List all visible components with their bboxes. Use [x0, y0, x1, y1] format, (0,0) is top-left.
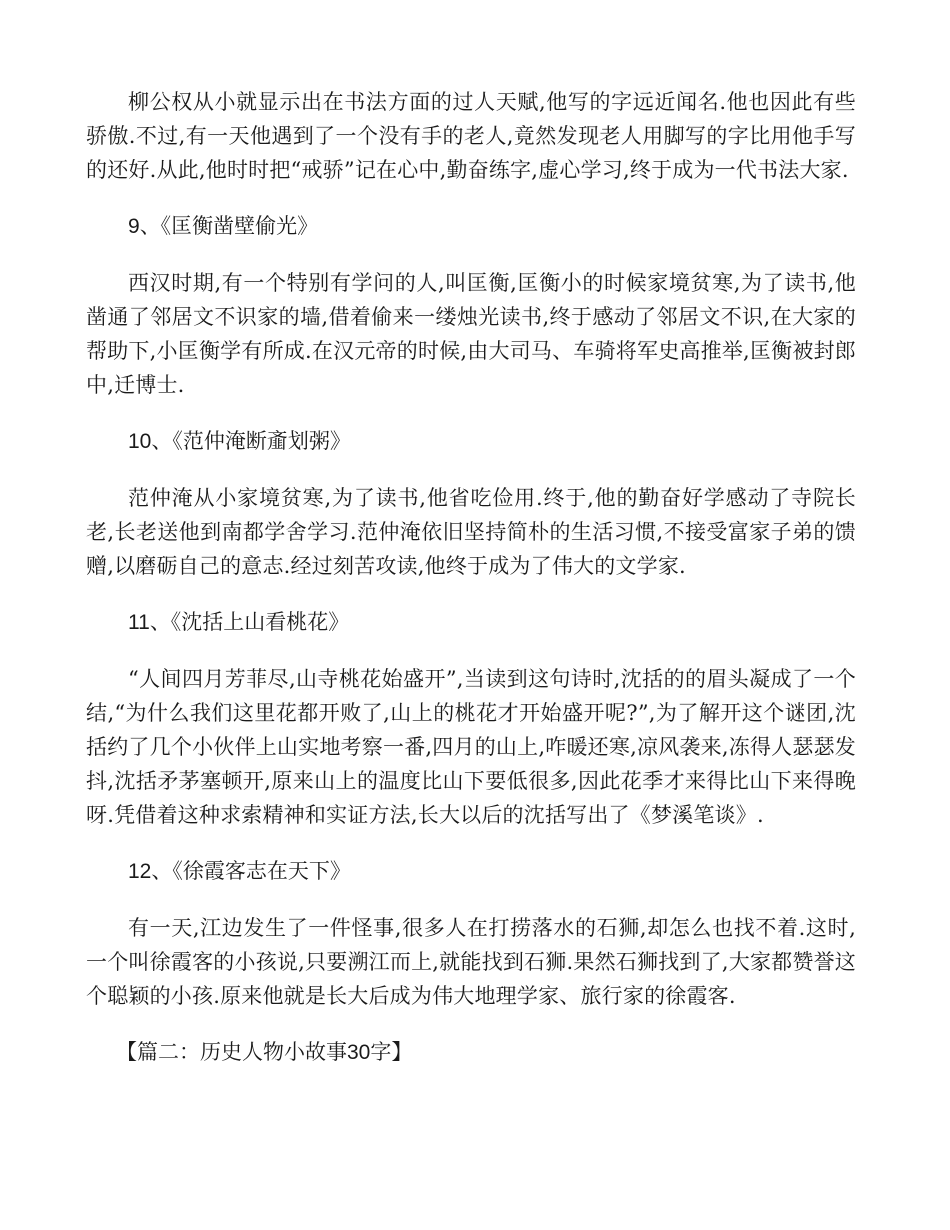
section-title-number: 30 [347, 1041, 371, 1064]
document-body [86, 85, 856, 1070]
story-heading-12 [86, 854, 856, 889]
story-fan-zhongyan-paragraph: 范仲淹从小家境贫寒,为了读书,他省吃俭用.终于,他的勤奋好学感动了寺院长老,长老送他到南都学舍学习.范仲淹依旧坚持简朴的生活习惯,不接受富家子弟的馈赠,以磨砺自己的意志.经过刻苦攻读,他终于成为了伟大的文学家. [86, 486, 856, 578]
section-title-close: 字】 [370, 1040, 413, 1064]
story-heading-10 [86, 424, 856, 459]
story-shen-kuo-paragraph: “人间四月芳菲尽,山寺桃花始盛开”,当读到这句诗时,沈括的的眉头凝成了一个结,“为什么我们这里花都开败了,山上的桃花才开始盛开呢?”,为了解开这个谜团,沈括约了几个小伙伴上山实地考察一番,四月的山上,咋暖还寒,凉风袭来,冻得人瑟瑟发抖,沈括矛茅塞顿开,原来山上的温度比山下要低很多,因此花季才来得比山下来得晚呀.凭借着这种求索精神和实证方法,长大以后的沈括写出了《梦溪笔谈》. [86, 667, 856, 827]
heading-title: 、《匡衡凿壁偷光》 [139, 214, 319, 238]
heading-number: 9 [128, 215, 140, 238]
heading-number: 10 [128, 430, 152, 453]
story-xu-xiake-paragraph: 有一天,江边发生了一件怪事,很多人在打捞落水的石狮,却怎么也找不着.这时,一个叫徐霞客的小孩说,只要溯江而上,就能找到石狮.果然石狮找到了,大家都赞誉这个聪颖的小孩.原来他就是长大后成为伟大地理学家、旅行家的徐霞客. [86, 916, 856, 1008]
story-heading-9 [86, 209, 856, 244]
heading-number: 12 [128, 860, 152, 883]
heading-title: 、《徐霞客志在天下》 [151, 859, 351, 883]
story-liu-gongquan-paragraph: 柳公权从小就显示出在书法方面的过人天赋,他写的字远近闻名.他也因此有些骄傲.不过,有一天他遇到了一个没有手的老人,竟然发现老人用脚写的字比用他手写的还好.从此,他时时把“戒骄”记在心中,勤奋练字,虚心学习,终于成为一代书法大家. [86, 90, 856, 182]
section-title [86, 1035, 856, 1070]
heading-title: 、《范仲淹断齑划粥》 [151, 429, 351, 453]
heading-number: 11 [128, 611, 150, 634]
story-heading-11 [86, 605, 856, 640]
section-title-open: 【篇二：历史人物小故事 [116, 1040, 347, 1064]
story-kuang-heng-paragraph: 西汉时期,有一个特别有学问的人,叫匡衡,匡衡小的时候家境贫寒,为了读书,他凿通了邻居文不识家的墙,借着偷来一缕烛光读书,终于感动了邻居文不识,在大家的帮助下,小匡衡学有所成.在汉元帝的时候,由大司马、车骑将军史高推举,匡衡被封郎中,迁博士. [86, 271, 856, 397]
heading-title: 、《沈括上山看桃花》 [149, 610, 350, 634]
